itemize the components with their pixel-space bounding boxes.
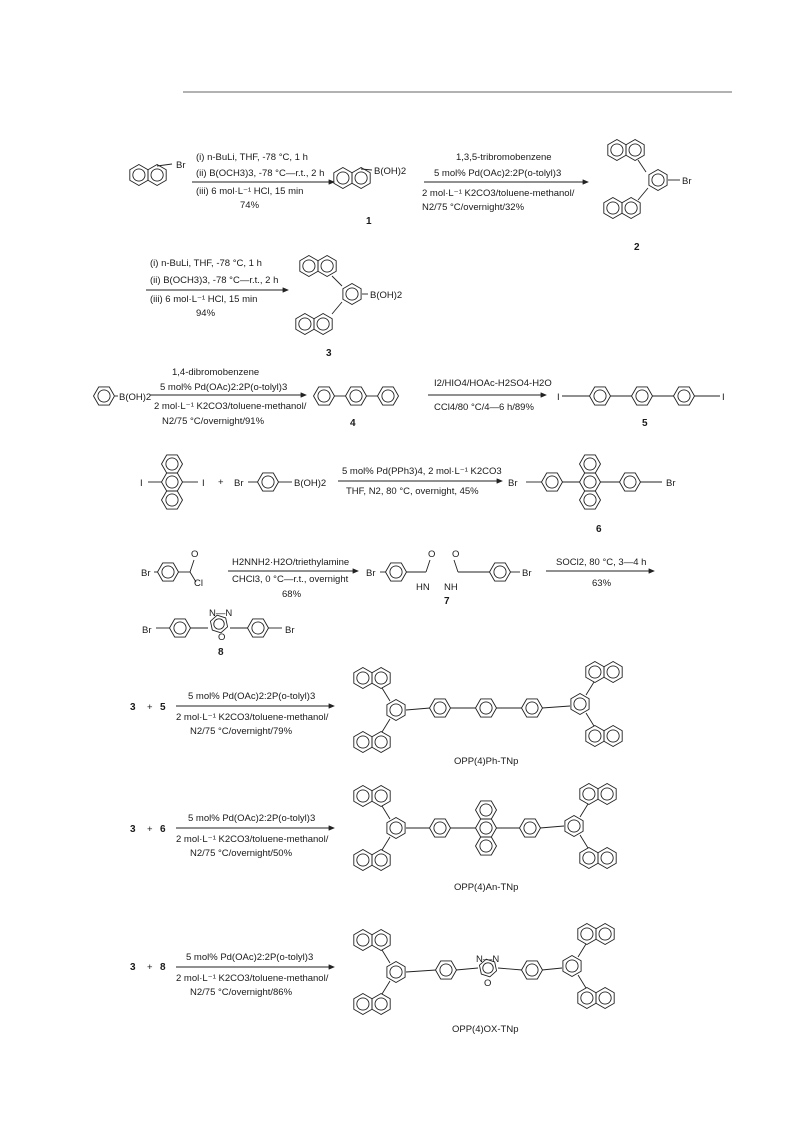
aromatic-circle bbox=[494, 566, 506, 578]
c-o-bond bbox=[454, 560, 458, 572]
f3-reagent-8: 8 bbox=[160, 962, 166, 973]
f2-reagent-6: 6 bbox=[160, 824, 166, 835]
aromatic-circle bbox=[607, 730, 619, 742]
c-o-bond bbox=[426, 560, 430, 572]
compound-5-label: 5 bbox=[642, 418, 648, 429]
aromatic-circle bbox=[526, 964, 538, 976]
bond bbox=[382, 806, 390, 819]
bond bbox=[540, 826, 564, 828]
aromatic-circle bbox=[166, 476, 178, 488]
bond bbox=[578, 975, 586, 988]
p8-br-right: Br bbox=[285, 625, 295, 636]
r5-o: O bbox=[191, 549, 199, 560]
r3b-cond-1: I2/HIO4/HOAc-H2SO4-H2O bbox=[434, 378, 552, 389]
f3-cond-1: 5 mol% Pd(OAc)2:2P(o-tolyl)3 bbox=[186, 952, 314, 963]
bond bbox=[332, 302, 342, 314]
aromatic-circle bbox=[601, 852, 613, 864]
r5-cond-1: H2NNH2·H2O/triethylamine bbox=[232, 557, 350, 568]
bond bbox=[332, 276, 342, 286]
aromatic-circle bbox=[566, 960, 578, 972]
r3b-cond-2: CCl4/80 °C/4—6 h/89% bbox=[434, 402, 534, 413]
aromatic-circle bbox=[299, 318, 311, 330]
r2-cond-3: (iii) 6 mol·L⁻¹ HCl, 15 min bbox=[150, 294, 258, 305]
f2-reagent-3: 3 bbox=[130, 824, 136, 835]
p3-substituent: B(OH)2 bbox=[370, 290, 403, 301]
p7-br-left: Br bbox=[366, 568, 376, 579]
f1-reagent-5: 5 bbox=[160, 702, 166, 713]
r5-yield: 68% bbox=[282, 589, 302, 600]
p8-nn: N—N bbox=[209, 608, 233, 619]
f3-o: O bbox=[484, 978, 492, 989]
aromatic-circle bbox=[390, 704, 402, 716]
r5b-yield: 63% bbox=[592, 578, 612, 589]
f3-cond-2: 2 mol·L⁻¹ K2CO3/toluene-methanol/ bbox=[176, 973, 329, 984]
aromatic-circle bbox=[584, 476, 596, 488]
aromatic-circle bbox=[252, 622, 264, 634]
aromatic-circle bbox=[584, 458, 596, 470]
aromatic-circle bbox=[166, 494, 178, 506]
r4-cond-2: THF, N2, 80 °C, overnight, 45% bbox=[346, 486, 479, 497]
f2-cond-2: 2 mol·L⁻¹ K2CO3/toluene-methanol/ bbox=[176, 834, 329, 845]
aromatic-circle bbox=[133, 169, 145, 181]
aromatic-circle bbox=[214, 619, 224, 629]
c-b-bond bbox=[361, 169, 372, 170]
aromatic-circle bbox=[318, 390, 330, 402]
f2-plus: + bbox=[147, 824, 153, 835]
r4-cond-1: 5 mol% Pd(PPh3)4, 2 mol·L⁻¹ K2CO3 bbox=[342, 466, 502, 477]
f1-plus: + bbox=[147, 702, 153, 713]
r1b-cond-1: 1,3,5-tribromobenzene bbox=[456, 152, 552, 163]
aromatic-circle bbox=[583, 852, 595, 864]
aromatic-circle bbox=[526, 702, 538, 714]
aromatic-circle bbox=[583, 788, 595, 800]
aromatic-circle bbox=[434, 702, 446, 714]
r3-cond-4: N2/75 °C/overnight/91% bbox=[162, 416, 265, 427]
aromatic-circle bbox=[355, 172, 367, 184]
r2-yield: 94% bbox=[196, 308, 216, 319]
f1-cond-1: 5 mol% Pd(OAc)2:2P(o-tolyl)3 bbox=[188, 691, 316, 702]
aromatic-circle bbox=[599, 928, 611, 940]
p7-br-right: Br bbox=[522, 568, 532, 579]
r1-cond-2: (ii) B(OCH3)3, -78 °C—r.t., 2 h bbox=[196, 168, 325, 179]
aromatic-circle bbox=[357, 854, 369, 866]
f2-cond-1: 5 mol% Pd(OAc)2:2P(o-tolyl)3 bbox=[188, 813, 316, 824]
r3-cond-3: 2 mol·L⁻¹ K2CO3/toluene-methanol/ bbox=[154, 401, 307, 412]
compound-8-label: 8 bbox=[218, 647, 224, 658]
bond bbox=[498, 968, 522, 970]
aromatic-circle bbox=[480, 702, 492, 714]
aromatic-circle bbox=[574, 698, 586, 710]
f2-product-name: OPP(4)An-TNp bbox=[454, 882, 519, 893]
aromatic-circle bbox=[480, 822, 492, 834]
r1-br-label: Br bbox=[176, 160, 186, 171]
aromatic-circle bbox=[480, 804, 492, 816]
compound-4-label: 4 bbox=[350, 418, 356, 429]
p6-br-right: Br bbox=[666, 478, 676, 489]
r4-boronic-boh: B(OH)2 bbox=[294, 478, 327, 489]
r1-cond-3: (iii) 6 mol·L⁻¹ HCl, 15 min bbox=[196, 186, 304, 197]
r3-substituent: B(OH)2 bbox=[119, 392, 152, 403]
aromatic-circle bbox=[434, 822, 446, 834]
aromatic-circle bbox=[568, 820, 580, 832]
aromatic-circle bbox=[317, 318, 329, 330]
f3-nn: N—N bbox=[476, 954, 500, 965]
p7-hn: HN bbox=[416, 582, 430, 593]
aromatic-circle bbox=[599, 992, 611, 1004]
aromatic-circle bbox=[262, 476, 274, 488]
aromatic-circle bbox=[382, 390, 394, 402]
c-o-bond bbox=[190, 560, 194, 572]
aromatic-circle bbox=[375, 790, 387, 802]
bond bbox=[542, 706, 570, 708]
aromatic-circle bbox=[375, 854, 387, 866]
aromatic-circle bbox=[337, 172, 349, 184]
bond bbox=[638, 160, 646, 172]
bond bbox=[580, 804, 588, 817]
bond bbox=[406, 708, 430, 710]
aromatic-circle bbox=[524, 822, 536, 834]
f1-cond-2: 2 mol·L⁻¹ K2CO3/toluene-methanol/ bbox=[176, 712, 329, 723]
bond bbox=[456, 968, 478, 970]
aromatic-circle bbox=[357, 736, 369, 748]
aromatic-circle bbox=[346, 288, 358, 300]
bond bbox=[542, 968, 562, 970]
f3-plus: + bbox=[147, 962, 153, 973]
bond bbox=[382, 719, 390, 732]
aromatic-circle bbox=[678, 390, 690, 402]
f1-reagent-3: 3 bbox=[130, 702, 136, 713]
aromatic-circle bbox=[357, 998, 369, 1010]
c-br-bond bbox=[157, 164, 172, 166]
aromatic-circle bbox=[375, 672, 387, 684]
aromatic-circle bbox=[321, 260, 333, 272]
r3-cond-2: 5 mol% Pd(OAc)2:2P(o-tolyl)3 bbox=[160, 382, 288, 393]
f3-reagent-3: 3 bbox=[130, 962, 136, 973]
compound-6-label: 6 bbox=[596, 524, 602, 535]
bond bbox=[638, 188, 648, 200]
f2-cond-3: N2/75 °C/overnight/50% bbox=[190, 848, 293, 859]
aromatic-circle bbox=[375, 998, 387, 1010]
r3-cond-1: 1,4-dibromobenzene bbox=[172, 367, 260, 378]
bond bbox=[406, 970, 436, 972]
aromatic-circle bbox=[174, 622, 186, 634]
r1b-cond-3: 2 mol·L⁻¹ K2CO3/toluene-methanol/ bbox=[422, 188, 575, 199]
bond bbox=[382, 981, 390, 994]
aromatic-circle bbox=[350, 390, 362, 402]
bond bbox=[586, 713, 594, 726]
r4-i-left: I bbox=[140, 478, 143, 489]
aromatic-circle bbox=[98, 390, 110, 402]
f3-cond-3: N2/75 °C/overnight/86% bbox=[190, 987, 293, 998]
aromatic-circle bbox=[440, 964, 452, 976]
aromatic-circle bbox=[390, 566, 402, 578]
aromatic-circle bbox=[594, 390, 606, 402]
aromatic-circle bbox=[629, 144, 641, 156]
p7-nh: NH bbox=[444, 582, 458, 593]
f1-cond-3: N2/75 °C/overnight/79% bbox=[190, 726, 293, 737]
r1b-cond-4: N2/75 °C/overnight/32% bbox=[422, 202, 525, 213]
p5-i-right: I bbox=[722, 392, 725, 403]
r2-cond-2: (ii) B(OCH3)3, -78 °C—r.t., 2 h bbox=[150, 275, 279, 286]
aromatic-circle bbox=[375, 736, 387, 748]
bond bbox=[578, 944, 586, 957]
f3-product-name: OPP(4)OX-TNp bbox=[452, 1024, 519, 1035]
r4-i-right: I bbox=[202, 478, 205, 489]
p2-br-label: Br bbox=[682, 176, 692, 187]
p7-o-left: O bbox=[428, 549, 436, 560]
bond bbox=[382, 950, 390, 963]
f1-product-name: OPP(4)Ph-TNp bbox=[454, 756, 519, 767]
r5b-cond-1: SOCl2, 80 °C, 3—4 h bbox=[556, 557, 647, 568]
aromatic-circle bbox=[390, 822, 402, 834]
r4-plus: + bbox=[218, 477, 224, 488]
r5-cl: Cl bbox=[194, 578, 203, 589]
aromatic-circle bbox=[546, 476, 558, 488]
aromatic-circle bbox=[624, 476, 636, 488]
aromatic-circle bbox=[589, 730, 601, 742]
p5-i-left: I bbox=[557, 392, 560, 403]
aromatic-circle bbox=[480, 840, 492, 852]
aromatic-circle bbox=[589, 666, 601, 678]
p8-br-left: Br bbox=[142, 625, 152, 636]
aromatic-circle bbox=[611, 144, 623, 156]
aromatic-circle bbox=[375, 934, 387, 946]
aromatic-circle bbox=[357, 934, 369, 946]
bond bbox=[580, 835, 588, 848]
aromatic-circle bbox=[625, 202, 637, 214]
r5-br: Br bbox=[141, 568, 151, 579]
r4-boronic-br: Br bbox=[234, 478, 244, 489]
p8-o: O bbox=[218, 632, 226, 643]
aromatic-circle bbox=[607, 666, 619, 678]
aromatic-circle bbox=[581, 992, 593, 1004]
molecular-structures bbox=[94, 140, 721, 1015]
p6-br-left: Br bbox=[508, 478, 518, 489]
compound-3-label: 3 bbox=[326, 348, 332, 359]
aromatic-circle bbox=[652, 174, 664, 186]
r1-cond-1: (i) n-BuLi, THF, -78 °C, 1 h bbox=[196, 152, 308, 163]
bond bbox=[382, 837, 390, 850]
bond bbox=[586, 682, 594, 695]
aromatic-circle bbox=[357, 790, 369, 802]
aromatic-circle bbox=[601, 788, 613, 800]
p7-o-right: O bbox=[452, 549, 460, 560]
p1-substituent: B(OH)2 bbox=[374, 166, 407, 177]
aromatic-circle bbox=[607, 202, 619, 214]
aromatic-circle bbox=[636, 390, 648, 402]
aromatic-circle bbox=[581, 928, 593, 940]
compound-7-label: 7 bbox=[444, 596, 450, 607]
aromatic-circle bbox=[303, 260, 315, 272]
r1-yield: 74% bbox=[240, 200, 260, 211]
r5-cond-2: CHCl3, 0 °C—r.t., overnight bbox=[232, 574, 349, 585]
aromatic-circle bbox=[166, 458, 178, 470]
aromatic-circle bbox=[151, 169, 163, 181]
r2-cond-1: (i) n-BuLi, THF, -78 °C, 1 h bbox=[150, 258, 262, 269]
aromatic-circle bbox=[162, 566, 174, 578]
bond bbox=[382, 688, 390, 701]
aromatic-circle bbox=[584, 494, 596, 506]
r1b-cond-2: 5 mol% Pd(OAc)2:2P(o-tolyl)3 bbox=[434, 168, 562, 179]
compound-1-label: 1 bbox=[366, 216, 372, 227]
aromatic-circle bbox=[390, 966, 402, 978]
aromatic-circle bbox=[357, 672, 369, 684]
compound-2-label: 2 bbox=[634, 242, 640, 253]
